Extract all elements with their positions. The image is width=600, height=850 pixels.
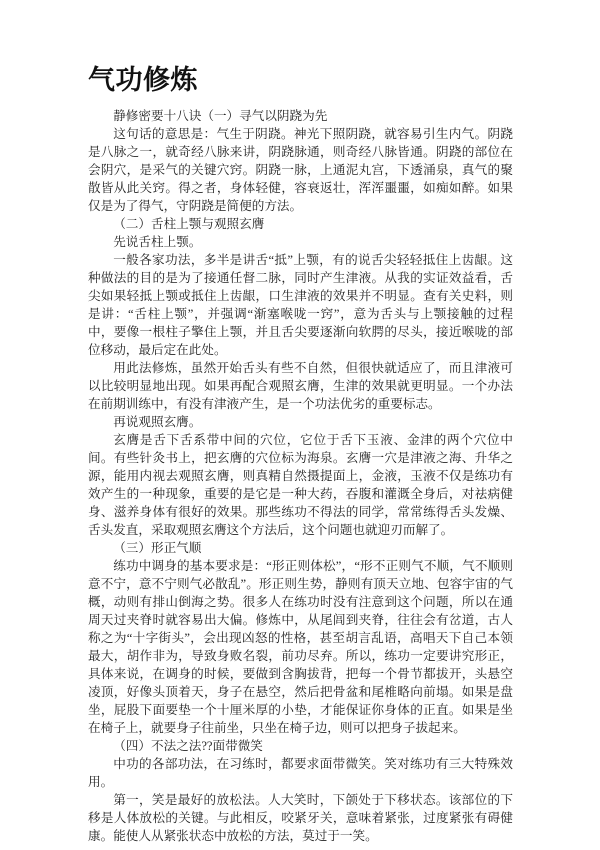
document-body [88, 107, 513, 845]
paragraph: 第一，笑是最好的放松法。人大笑时，下颌处于下移状态。该部位的下移是人体放松的关键。与此相反，咬紧牙关，意味着紧张，过度紧张有碍健康。能使人从紧张状态中放松的方法，莫过于一笑。 [88, 793, 513, 843]
paragraph: 用此法修炼，虽然开始舌头有些不自然，但很快就适应了，而且津液可以比较明显地出现。如果再配合观照玄膺，生津的效果就更明显。一个办法在前期训练中，有没有津液产生，是一个功法优劣的重要标志。 [88, 361, 513, 411]
paragraph: 练功中调身的基本要求是：“形正则体松”，“形不正则气不顺，气不顺则意不宁，意不宁则气必散乱”。形正则生势，静则有顶天立地、包容宇宙的气概，动则有排山倒海之势。很多人在练功时没有注意到这个问题，所以在通周天过夹脊时就容易出大偏。修炼中，从尾闾到夹脊，往往会有岔道，古人称之为“十字街头”，会出现凶怒的性格，甚至胡言乱语，高唱天下自己本领最大，胡作非为，导致身败名裂，前功尽弃。所以，练功一定要讲究形正，具体来说，在调身的时候，要做到含胸拔背，把每一个骨节都拔开，头悬空凌顶，好像头顶着天，身子在悬空，然后把骨盆和尾椎略向前塌。如果是盘坐，屁股下面要垫一个十厘米厚的小垫，才能保证你身体的正直。如果是坐在椅子上，就要身子往前坐，只坐在椅子边，则可以把身子拔起来。 [88, 559, 513, 735]
paragraph: 中功的各部功法，在习练时，都要求面带微笑。笑对练功有三大特殊效用。 [88, 757, 513, 789]
paragraph: 静修密要十八诀（一）寻气以阴跷为先 [113, 109, 328, 123]
paragraph: 这句话的意思是：气生于阴跷。神光下照阴跷，就容易引生内气。阴跷是八脉之一，就奇经八脉来讲，阴跷脉通，则奇经八脉皆通。阴跷的部位在会阴穴，是采气的关键穴窍。阴跷一脉，上通泥丸宫，下透涌泉，真气的聚散皆从此关窍。得之者，身体轻健，容衰返壮，浑浑噩噩，如痴如醉。如果仅是为了得气，守阴跷是简便的方法。 [88, 127, 513, 213]
document-title: 气功修炼 [88, 65, 198, 95]
paragraph: 先说舌柱上颚。 [113, 235, 202, 249]
paragraph: 再说观照玄膺。 [113, 415, 202, 429]
paragraph: 一般各家功法，多半是讲舌“抵”上颚，有的说舌尖轻轻抵住上齿龈。这种做法的目的是为了接通任督二脉，同时产生津液。从我的实证效益看，舌尖如果轻抵上颚或抵住上齿龈，口生津液的效果并不明显。查有关史料，则是讲：“舌柱上颚”，并强调“渐塞喉咙一窍”，意为舌头与上颚接触的过程中，要像一根柱子擎住上颚，并且舌尖要逐渐向软腭的尽头，接近喉咙的部位移动，最后定在此处。 [88, 253, 513, 357]
paragraph: （二）舌柱上颚与观照玄膺 [113, 217, 265, 231]
paragraph: 玄膺是舌下舌系带中间的穴位，它位于舌下玉液、金津的两个穴位中间。有些针灸书上，把玄膺的穴位标为海泉。玄膺一穴是津液之海、升华之源，能用内视去观照玄膺，则真精自然摄提面上，金液，玉液不仅是练功有效产生的一种现象，重要的是它是一种大药，吞腹和灌溉全身后，对祛病健身、滋养身体有很好的效果。那些练功不得法的同学，常常练得舌头发燥、舌头发直，采取观照玄膺这个方法后，这个问题也就迎刃而解了。 [88, 433, 513, 537]
paragraph: （四）不法之法??面带微笑 [113, 739, 263, 753]
paragraph: （三）形正气顺 [113, 541, 202, 555]
